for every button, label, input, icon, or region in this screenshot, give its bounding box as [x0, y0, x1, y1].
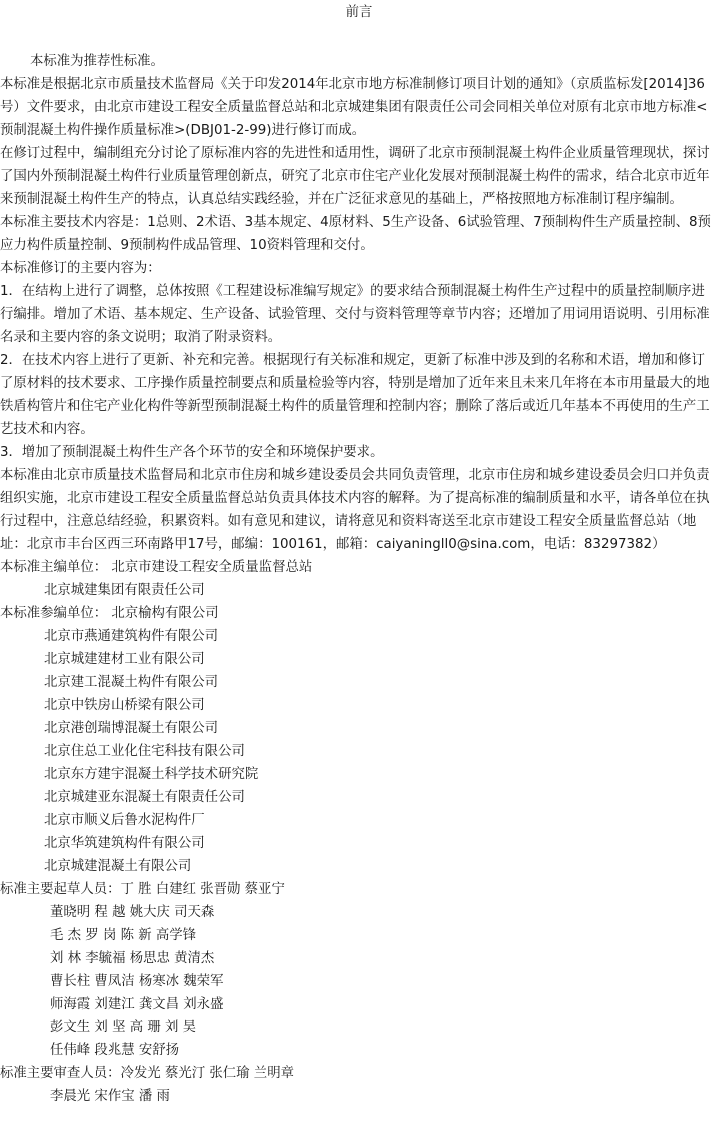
- chief-unit: 北京城建集团有限责任公司: [44, 583, 205, 598]
- drafter-names: 彭文生 刘 坚 高 珊 刘 昊: [50, 1020, 197, 1035]
- drafter-names: 丁 胜 白建红 张晋勋 蔡亚宁: [120, 882, 285, 897]
- drafter-names: 刘 林 李毓福 杨思忠 黄清杰: [50, 951, 215, 966]
- reviewers-label: 标准主要审查人员：: [0, 1066, 121, 1081]
- paragraph-process: 在修订过程中，编制组充分讨论了原标准内容的先进性和适用性，调研了北京市预制混凝土构件企业质量管理现状，探讨了国内外预制混凝土构件行业质量管理创新点，研究了北京市住宅产业化发展对预制混凝土构件的需求，结合北京市近年来预制混凝土构件生产的特点，认真总结实践经验，并在广泛征求意见的基础上，严格按照地方标准制订程序编制。: [0, 146, 710, 207]
- participating-units-label: 本标准参编单位：: [0, 606, 108, 621]
- document-body: [0, 28, 718, 1108]
- drafters-label: 标准主要起草人员：: [0, 882, 121, 897]
- participating-unit: 北京城建混凝土有限公司: [44, 859, 192, 874]
- participating-unit: 北京城建建材工业有限公司: [44, 652, 205, 667]
- drafter-names: 曹长柱 曹凤洁 杨寒冰 魏荣军: [50, 974, 224, 989]
- participating-unit: 北京港创瑞博混凝土有限公司: [44, 721, 219, 736]
- drafter-names: 毛 杰 罗 岗 陈 新 高学锋: [50, 928, 197, 943]
- participating-unit: 北京住总工业化住宅科技有限公司: [44, 744, 245, 759]
- paragraph-revision-intro: 本标准修订的主要内容为：: [0, 261, 161, 276]
- participating-unit: 北京东方建宇混凝土科学技术研究院: [44, 767, 259, 782]
- paragraph-recommended: 本标准为推荐性标准。: [30, 54, 164, 69]
- participating-unit: 北京城建亚东混凝土有限责任公司: [44, 790, 245, 805]
- drafter-names: 董晓明 程 越 姚大庆 司天森: [50, 905, 215, 920]
- reviewer-names: 李晨光 宋作宝 潘 雨: [50, 1089, 170, 1104]
- chief-units-line: [0, 556, 718, 579]
- paragraph-revision-item-1: 1．在结构上进行了调整，总体按照《工程建设标准编写规定》的要求结合预制混凝土构件生产过程中的质量控制顺序进行编排。增加了术语、基本规定、生产设备、试验管理、交付与资料管理等章节内容；还增加了用词用语说明、引用标准名录和主要内容的条文说明；取消了附录资料。: [0, 284, 710, 345]
- paragraph-revision-item-3: 3．增加了预制混凝土构件生产各个环节的安全和环境保护要求。: [0, 445, 384, 460]
- drafter-names: 任伟峰 段兆慧 安舒扬: [50, 1043, 180, 1058]
- participating-unit: 北京榆构有限公司: [111, 606, 219, 621]
- chief-unit: 北京市建设工程安全质量监督总站: [111, 560, 313, 575]
- participating-unit: 北京市燕通建筑构件有限公司: [44, 629, 219, 644]
- reviewer-names: 冷发光 蔡光汀 张仁瑜 兰明章: [120, 1066, 294, 1081]
- participating-unit: 北京市顺义后鲁水泥构件厂: [44, 813, 205, 828]
- paragraph-revision-item-2: 2．在技术内容上进行了更新、补充和完善。根据现行有关标准和规定，更新了标准中涉及到的名称和术语，增加和修订了原材料的技术要求、工序操作质量控制要点和质量检验等内容，特别是增加了近年来且未来几年将在本市用量最大的地铁盾构管片和住宅产业化构件等新型预制混凝土构件的质量管理和控制内容；删除了落后或近几年基本不再使用的生产工艺技术和内容。: [0, 353, 710, 437]
- drafter-names: 师海霞 刘建江 龚文昌 刘永盛: [50, 997, 224, 1012]
- chief-units-label: 本标准主编单位：: [0, 560, 108, 575]
- participating-unit: 北京中铁房山桥梁有限公司: [44, 698, 205, 713]
- reviewers-line: [0, 1062, 718, 1085]
- drafters-line: [0, 878, 718, 901]
- paragraph-technical-content: 本标准主要技术内容是：1总则、2术语、3基本规定、4原材料、5生产设备、6试验管理、7预制构件生产质量控制、8预应力构件质量控制、9预制构件成品管理、10资料管理和交付。: [0, 215, 711, 253]
- page-title: 前言: [345, 5, 373, 20]
- participating-units-line: [0, 602, 718, 625]
- participating-unit: 北京华筑建筑构件有限公司: [44, 836, 205, 851]
- paragraph-management: 本标准由北京市质量技术监督局和北京市住房和城乡建设委员会共同负责管理，北京市住房和城乡建设委员会归口并负责组织实施，北京市建设工程安全质量监督总站负责具体技术内容的解释。为了提高标准的编制质量和水平，请各单位在执行过程中，注意总结经验，积累资料。如有意见和建议，请将意见和资料寄送至北京市建设工程安全质量监督总站（地址：北京市丰台区西三环南路甲17号，邮编：100161，邮箱：caiyaningll0@sina.com，电话：83297382）: [0, 468, 710, 552]
- participating-unit: 北京建工混凝土构件有限公司: [44, 675, 219, 690]
- paragraph-basis: 本标准是根据北京市质量技术监督局《关于印发2014年北京市地方标准制修订项目计划的通知》（京质监标发[2014]36号）文件要求，由北京市建设工程安全质量监督总站和北京城建集团有限责任公司会同相关单位对原有北京市地方标准<预制混凝土构件操作质量标准>(DBJ01-2-99)进行修订而成。: [0, 77, 708, 138]
